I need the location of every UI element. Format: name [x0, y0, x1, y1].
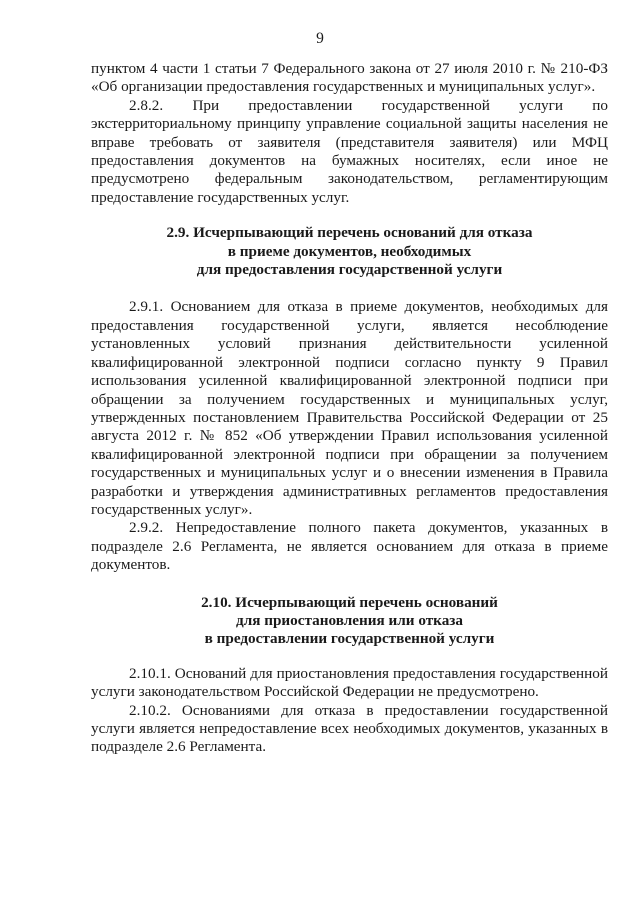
heading-line: 2.9. Исчерпывающий перечень оснований для отказа — [166, 224, 533, 242]
paragraph-2-9-1: 2.9.1. Основанием для отказа в приеме документов, необходимых для предоставления государственной услуги, является несоблюдение установленных условий признания действительности усиленной квалифицированной электронной подписи согласно пункту 9 Правил использования усиленной квалифицированной электронной подписи при обращении за получением государственных и муниципальных услуг, утвержденных постановлением Правительства Российской Федерации от 25 августа 2012 г. № 852 «Об утверждении Правил использования усиленной квалифицированной электронной подписи при обращении за получением государственных и муниципальных услуг и о внесении изменения в Правила разработки и утверждения административных регламентов предоставления государственных услуг». — [91, 298, 608, 518]
paragraph-continuation: пунктом 4 части 1 статьи 7 Федерального закона от 27 июля 2010 г. № 210-ФЗ «Об организации предоставления государственных и муниципальных услуг». — [91, 60, 608, 96]
heading-line: для предоставления государственной услуги — [196, 261, 503, 279]
heading-line: для приостановления или отказа — [236, 611, 463, 629]
heading-line: 2.10. Исчерпывающий перечень оснований — [201, 593, 498, 611]
paragraph-2-10-2: 2.10.2. Основаниями для отказа в предоставлении государственной услуги является непредоставление всех необходимых документов, указанных в подразделе 2.6 Регламента. — [91, 701, 608, 756]
paragraph-2-8-2: 2.8.2. При предоставлении государственной услуги по экстерриториальному принципу управление социальной защиты населения не вправе требовать от заявителя (представителя заявителя) или МФЦ предоставления документов на бумажных носителях, если иное не предусмотрено федеральным законодательством, регламентирующим предоставление государственных услуг. — [91, 96, 608, 206]
heading-line: в предоставлении государственной услуги — [204, 630, 495, 648]
section-heading-2-10 — [91, 594, 608, 649]
document-body — [91, 60, 608, 757]
paragraph-2-10-1: 2.10.1. Оснований для приостановления предоставления государственной услуги законодательством Российской Федерации не предусмотрено. — [91, 664, 608, 701]
heading-line: в приеме документов, необходимых — [227, 242, 472, 260]
page-number: 9 — [316, 30, 324, 47]
section-heading-2-9 — [91, 224, 608, 279]
paragraph-2-9-2: 2.9.2. Непредоставление полного пакета документов, указанных в подразделе 2.6 Регламента, не является основанием для отказа в приеме документов. — [91, 519, 608, 574]
